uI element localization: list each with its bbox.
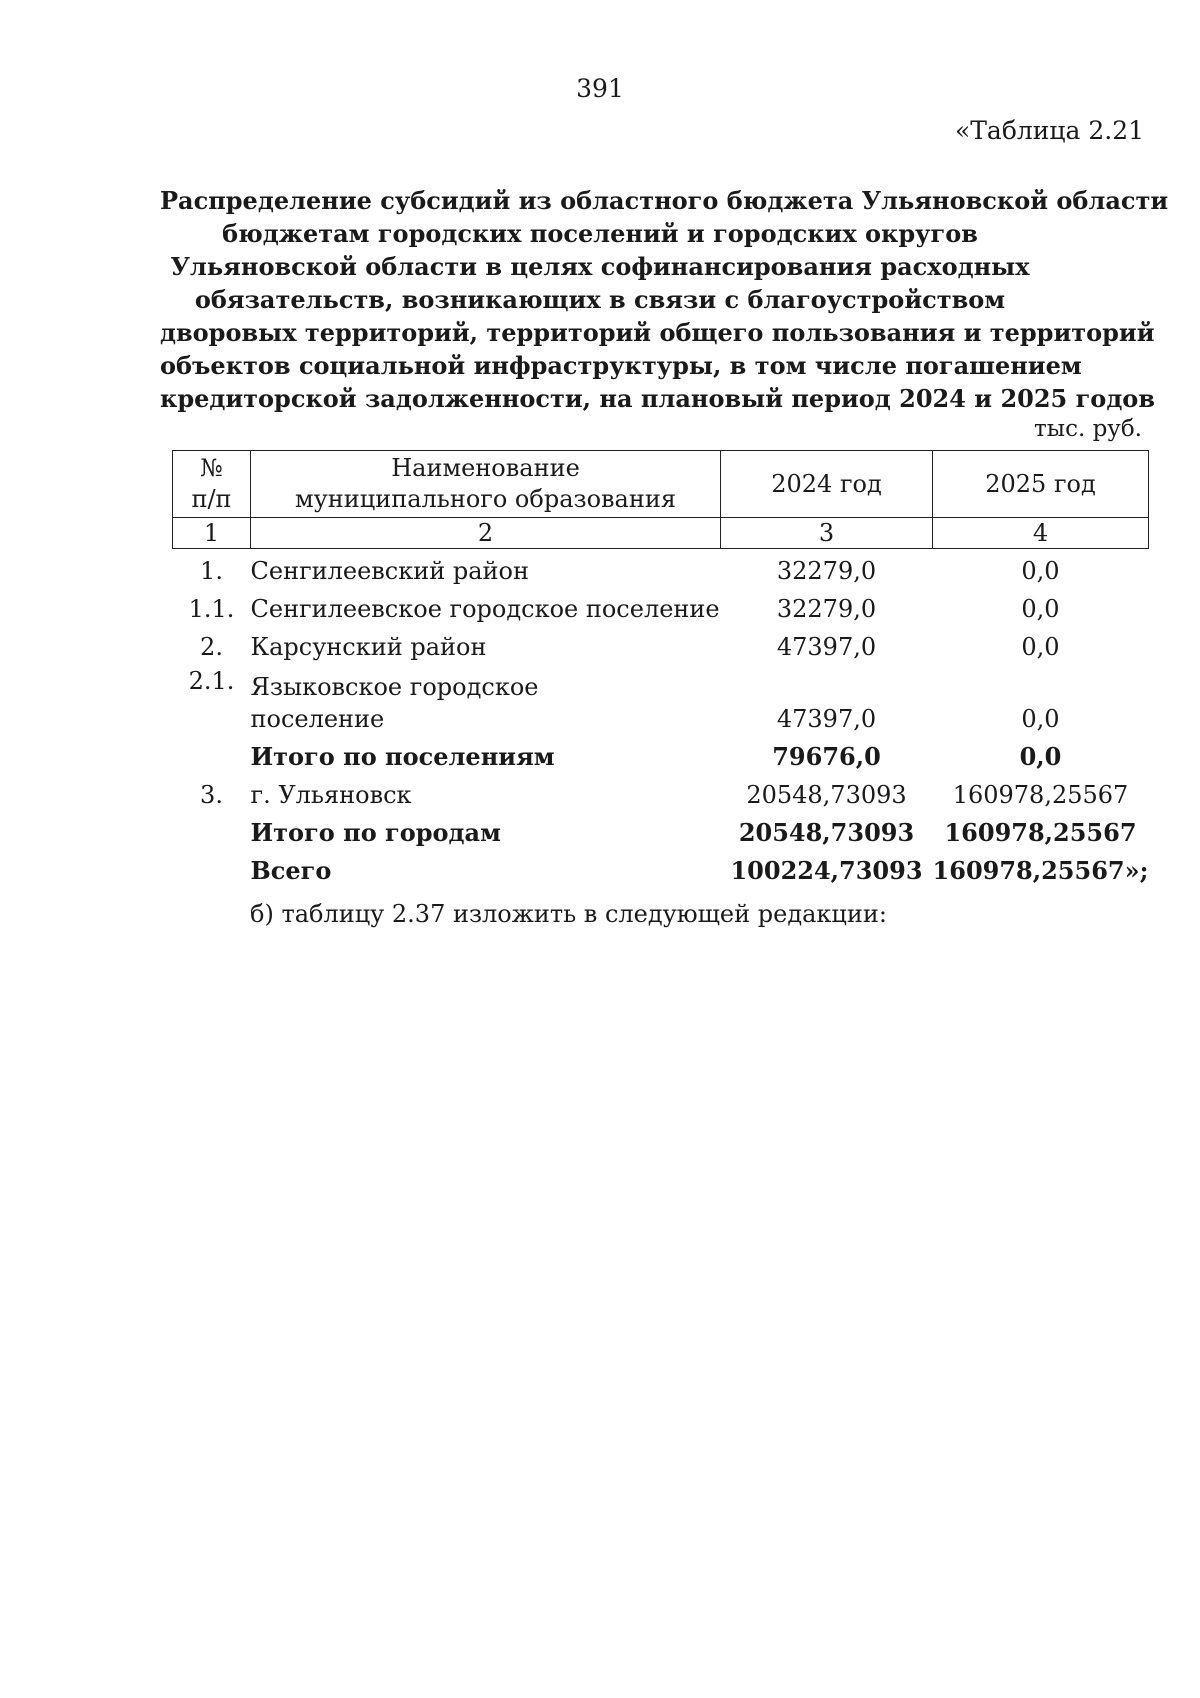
row-name: Сенгилеевское городское поселение <box>250 595 720 623</box>
row-value-2025: 160978,25567»; <box>932 856 1149 885</box>
table-label: «Таблица 2.21 <box>954 116 1144 145</box>
row-value-2024: 20548,73093 <box>738 818 915 847</box>
row-name: Итого по городам <box>250 818 501 847</box>
title-line: Распределение субсидий из областного бюджета Ульяновской области <box>160 186 1169 215</box>
index-cell: 3 <box>721 518 933 549</box>
row-value-2025: 0,0 <box>1021 705 1060 733</box>
header-num: № п/п <box>173 451 251 518</box>
table-row <box>173 587 1149 625</box>
row-number <box>173 849 251 887</box>
table-row <box>173 663 1149 735</box>
row-value-2025: 0,0 <box>1021 557 1060 585</box>
row-value-2025: 0,0 <box>1021 595 1060 623</box>
row-value-2024: 32279,0 <box>776 557 877 585</box>
title-line: дворовых территорий, территорий общего пользования и территорий <box>160 318 1155 347</box>
index-cell: 4 <box>933 518 1149 549</box>
title-line: Ульяновской области в целях софинансирования расходных <box>170 252 1030 281</box>
row-number <box>173 735 251 773</box>
row-number: 2.1. <box>188 667 235 695</box>
page-number: 391 <box>576 74 624 103</box>
row-name: Карсунский район <box>250 633 487 661</box>
row-value-2024: 47397,0 <box>776 705 877 733</box>
row-number: 1. <box>200 557 223 585</box>
subsidy-table <box>172 450 1149 887</box>
row-name: Языковское городское поселение <box>250 673 539 733</box>
row-value-2025: 160978,25567 <box>952 781 1129 809</box>
amendment-note: б) таблицу 2.37 изложить в следующей редакции: <box>250 900 887 928</box>
row-value-2025: 160978,25567 <box>944 818 1137 847</box>
table-index-row <box>173 518 1149 549</box>
row-value-2025: 0,0 <box>1021 633 1060 661</box>
table-header-row <box>173 451 1149 518</box>
row-name: Итого по поселениям <box>250 742 555 771</box>
subtotal-row <box>173 735 1149 773</box>
row-value-2024: 32279,0 <box>776 595 877 623</box>
row-number: 2. <box>200 633 223 661</box>
row-name: Сенгилеевский район <box>250 557 529 585</box>
total-row <box>173 849 1149 887</box>
row-value-2024: 20548,73093 <box>746 781 907 809</box>
row-value-2024: 79676,0 <box>772 742 881 771</box>
title-line: объектов социальной инфраструктуры, в том числе погашением <box>160 351 1082 380</box>
row-number: 3. <box>200 781 223 809</box>
index-cell: 2 <box>251 518 721 549</box>
title-line: кредиторской задолженности, на плановый период 2024 и 2025 годов <box>160 384 1155 413</box>
table-row <box>173 773 1149 811</box>
row-value-2024: 100224,73093 <box>730 856 923 885</box>
subtotal-row <box>173 811 1149 849</box>
row-number <box>173 811 251 849</box>
table-row <box>173 625 1149 663</box>
header-2025: 2025 год <box>933 451 1149 518</box>
units-label: тыс. руб. <box>1034 416 1142 442</box>
table-row <box>173 549 1149 588</box>
row-name: г. Ульяновск <box>250 781 412 809</box>
row-value-2025: 0,0 <box>1019 742 1062 771</box>
row-name: Всего <box>250 856 332 885</box>
header-2024: 2024 год <box>721 451 933 518</box>
title-line: бюджетам городских поселений и городских округов <box>222 219 978 248</box>
title-line: обязательств, возникающих в связи с благоустройством <box>194 285 1006 314</box>
document-title <box>160 184 1169 415</box>
row-value-2024: 47397,0 <box>776 633 877 661</box>
header-name: Наименование муниципального образования <box>251 451 721 518</box>
row-number: 1.1. <box>188 595 235 623</box>
index-cell: 1 <box>173 518 251 549</box>
